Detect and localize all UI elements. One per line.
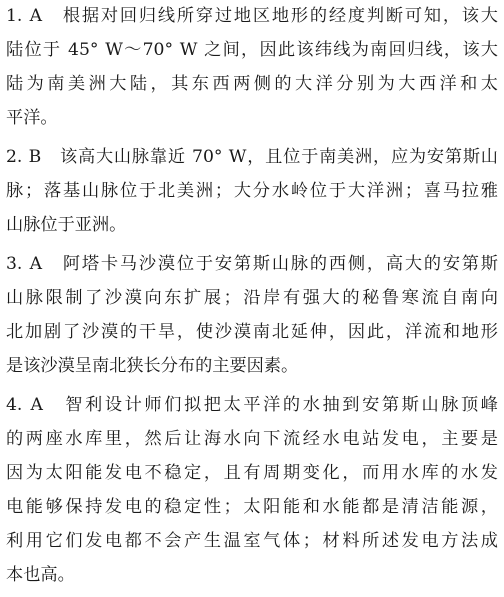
- answer-1-line-4: 平洋。: [6, 108, 58, 128]
- answer-3-line-4: 是该沙漠呈南北狭长分布的主要因素。: [6, 356, 299, 376]
- answer-3-line-2: 山脉限制了沙漠向东扩展；沿岸有强大的秘鲁寒流自南向: [6, 288, 498, 308]
- answer-1-line-3: 陆为南美洲大陆，其东西两侧的大洋分别为大西洋和太: [6, 74, 498, 94]
- answer-2-line-1: 2. B 该高大山脉靠近 70° W，且位于南美洲，应为安第斯山: [6, 147, 498, 167]
- answer-4-line-1: 4. A 智利设计师们拟把太平洋的水抽到安第斯山脉顶峰: [6, 395, 498, 415]
- answer-3-line-1: 3. A 阿塔卡马沙漠位于安第斯山脉的西侧，高大的安第斯: [6, 254, 498, 274]
- answer-1-line-1: 1. A 根据对回归线所穿过地区地形的经度判断可知，该大: [6, 6, 498, 26]
- answer-4-line-3: 因为太阳能发电不稳定，且有周期变化，而用水库的水发: [6, 463, 498, 483]
- answer-3-line-3: 北加剧了沙漠的干旱，使沙漠南北延伸，因此，洋流和地形: [6, 322, 498, 342]
- answer-2-line-2: 脉；落基山脉位于北美洲；大分水岭位于大洋洲；喜马拉雅: [6, 181, 498, 201]
- answer-4-line-4: 电能够保持发电的稳定性；太阳能和水能都是清洁能源，: [6, 497, 498, 517]
- answer-1-line-2: 陆位于 45° W～70° W 之间，因此该纬线为南回归线，该大: [6, 40, 498, 60]
- answer-4-line-2: 的两座水库里，然后让海水向下流经水电站发电，主要是: [6, 429, 498, 449]
- answer-4-line-5: 利用它们发电都不会产生温室气体；材料所述发电方法成: [6, 531, 498, 551]
- answer-4-line-6: 本也高。: [6, 565, 75, 585]
- answer-2-line-3: 山脉位于亚洲。: [6, 215, 127, 235]
